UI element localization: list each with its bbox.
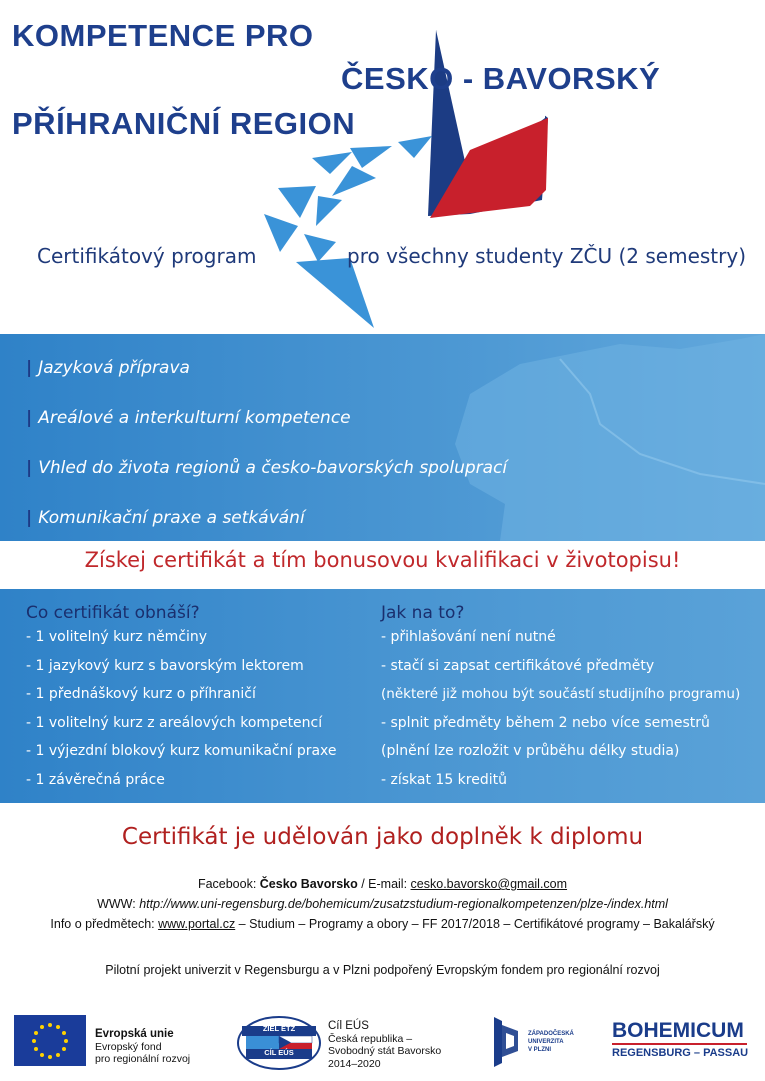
cil-title: Cíl EÚS bbox=[328, 1020, 369, 1032]
info-line bbox=[0, 917, 765, 931]
left-column-heading: Co certifikát obnáší? bbox=[26, 603, 200, 623]
left-column-item: - 1 volitelný kurz z areálových kompetencí bbox=[26, 715, 323, 731]
certificate-note: Certifikát je udělován jako doplněk k diplomu bbox=[121, 824, 644, 850]
left-column-item: - 1 přednáškový kurz o příhraničí bbox=[26, 686, 256, 702]
eu-stars-icon bbox=[14, 1015, 86, 1066]
logo-triangle bbox=[398, 136, 432, 158]
zcu-line: V PLZNI bbox=[528, 1047, 552, 1053]
www-line bbox=[0, 897, 765, 911]
left-column-item: - 1 závěrečná práce bbox=[26, 772, 165, 788]
eu-title: Evropská unie bbox=[95, 1028, 174, 1040]
info-path: – Studium – Programy a obory – FF 2017/2018 – Certifikátové programy – Bakalářský bbox=[235, 917, 715, 931]
facebook-label: Facebook: bbox=[197, 877, 260, 891]
logo-triangle bbox=[304, 234, 336, 262]
requirements-band bbox=[0, 589, 765, 803]
bohemicum-title: BOHEMICUM bbox=[612, 1019, 744, 1042]
feature-text: Areálové a interkulturní kompetence bbox=[38, 408, 351, 428]
etz-logo bbox=[236, 1015, 322, 1075]
contact-line bbox=[0, 877, 765, 891]
eu-line: pro regionální rozvoj bbox=[95, 1053, 191, 1065]
right-column-item: - stačí si zapsat certifikátové předměty bbox=[381, 658, 655, 674]
eu-line: Evropský fond bbox=[95, 1040, 162, 1053]
email-label: / E-mail: bbox=[357, 877, 411, 891]
eu-logo-text bbox=[95, 1028, 190, 1066]
left-column-item: - 1 výjezdní blokový kurz komunikační praxe bbox=[26, 743, 337, 759]
zcu-logo-icon bbox=[492, 1017, 524, 1067]
facebook-name[interactable]: Česko Bavorsko bbox=[259, 877, 358, 891]
left-column-item: - 1 jazykový kurz s bavorským lektorem bbox=[26, 658, 304, 674]
www-link[interactable]: http://www.uni-regensburg.de/bohemicum/zusatzstudium-regionalkompetenzen/plze-/index.html bbox=[139, 897, 668, 911]
title-line-2: ČESKO - BAVORSKÝ bbox=[341, 61, 661, 96]
bohemicum-divider bbox=[612, 1043, 747, 1045]
feature-text: Jazyková příprava bbox=[38, 358, 190, 378]
zcu-line: UNIVERZITA bbox=[528, 1039, 564, 1045]
feature-text: Komunikační praxe a setkávání bbox=[38, 508, 305, 528]
etz-bottom-label: CÍL EÚS bbox=[264, 1048, 294, 1057]
feature-item bbox=[26, 508, 305, 528]
right-column-heading: Jak na to? bbox=[381, 603, 465, 623]
feature-text: Vhled do života regionů a česko-bavorských spoluprací bbox=[38, 458, 508, 478]
feature-marker: | bbox=[26, 358, 33, 378]
etz-top-label: ZIEL ETZ bbox=[262, 1024, 296, 1033]
feature-marker: | bbox=[26, 408, 33, 428]
right-column-item: - přihlašování není nutné bbox=[381, 629, 556, 645]
feature-item bbox=[26, 408, 351, 428]
title-line-3: PŘÍHRANIČNÍ REGION bbox=[12, 106, 356, 141]
logo-triangle bbox=[316, 196, 342, 226]
eu-flag-logo bbox=[14, 1015, 86, 1066]
right-column-item: (některé již mohou být součástí studijního programu) bbox=[381, 686, 741, 702]
cil-line: 2014–2020 bbox=[328, 1057, 381, 1070]
pilot-project-text: Pilotní projekt univerzit v Regensburgu a v Plzni podpořený Evropským fondem pro regionální rozvoj bbox=[105, 963, 660, 977]
logo-triangle bbox=[264, 214, 298, 252]
subtitle-program: Certifikátový program bbox=[37, 244, 257, 268]
bohemicum-subtitle: REGENSBURG – PASSAU bbox=[612, 1047, 749, 1059]
portal-link[interactable]: www.portal.cz bbox=[158, 917, 236, 931]
map-shape bbox=[455, 334, 765, 541]
subtitle-audience: pro všechny studenty ZČU (2 semestry) bbox=[347, 244, 747, 268]
right-column-item: - splnit předměty během 2 nebo více semestrů bbox=[381, 715, 710, 731]
cil-line: Česká republika – bbox=[328, 1032, 413, 1045]
logo-triangle bbox=[312, 152, 352, 174]
feature-item bbox=[26, 458, 507, 478]
left-column-item: - 1 volitelný kurz němčiny bbox=[26, 629, 208, 645]
right-column-item: - získat 15 kreditů bbox=[381, 772, 507, 788]
logo-triangle bbox=[332, 166, 376, 196]
logo-triangle bbox=[278, 186, 316, 218]
feature-marker: | bbox=[26, 508, 33, 528]
zcu-line: ZÁPADOČESKÁ bbox=[528, 1031, 574, 1037]
title-line-1: KOMPETENCE PRO bbox=[12, 18, 314, 53]
logo-triangle bbox=[296, 258, 374, 328]
feature-item bbox=[26, 358, 190, 378]
www-label: WWW: bbox=[97, 897, 140, 911]
zcu-logo-text bbox=[528, 1030, 574, 1054]
cil-eus-text bbox=[328, 1020, 441, 1070]
email-link[interactable]: cesko.bavorsko@gmail.com bbox=[410, 877, 568, 891]
features-band bbox=[0, 334, 765, 541]
info-label: Info o předmětech: bbox=[50, 917, 159, 931]
bohemicum-logo bbox=[612, 1019, 747, 1059]
logo-triangle bbox=[350, 146, 392, 168]
slogan: Získej certifikát a tím bonusovou kvalifikaci v životopisu! bbox=[84, 548, 681, 572]
cil-line: Svobodný stát Bavorsko bbox=[328, 1045, 442, 1057]
feature-marker: | bbox=[26, 458, 33, 478]
right-column-item: (plnění lze rozložit v průběhu délky studia) bbox=[381, 743, 680, 759]
